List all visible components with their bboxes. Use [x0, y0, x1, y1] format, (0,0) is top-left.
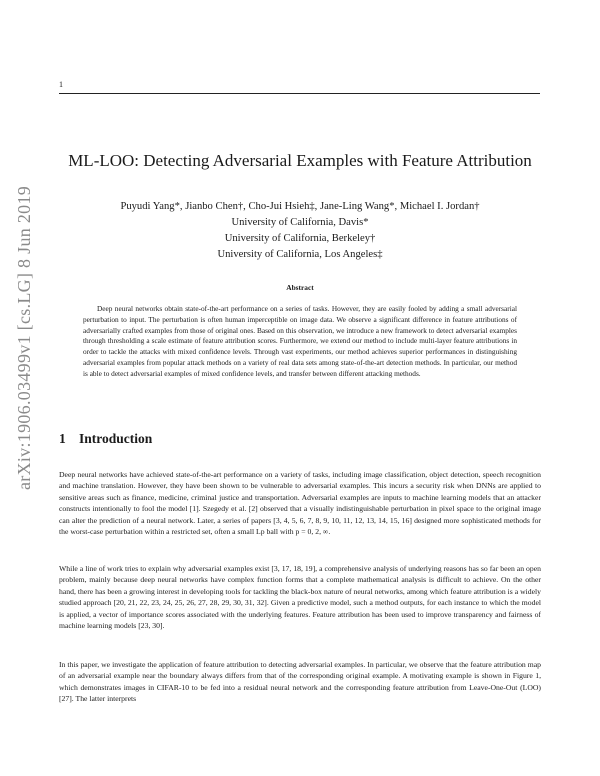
- paper-title: ML-LOO: Detecting Adversarial Examples with Feature Attribution: [68, 151, 532, 170]
- affiliation-davis: University of California, Davis*: [231, 217, 369, 228]
- section-title: Introduction: [79, 431, 153, 446]
- affiliation-ucla: University of California, Los Angeles‡: [217, 249, 383, 260]
- paragraph: [59, 563, 541, 631]
- abstract-body: [83, 304, 517, 380]
- arxiv-stamp: arXiv:1906.03499v1 [cs.LG] 8 Jun 2019: [14, 185, 34, 490]
- abstract-text: Deep neural networks obtain state-of-the-art performance on a series of tasks. However, they are easily fooled by adding a small adversarial perturbation to input. The perturbation is often human imperceptible on image data. We observe a significant difference in feature attributions of adversarially crafted examples from those of original ones. Based on this observation, we introduce a new framework to detect adversarial examples through thresholding a scale estimate of feature attribution scores. Furthermore, we extend our method to include multi-layer feature attributions in order to tackle the attacks with mixed confidence levels. Through vast experiments, our method achieves superior performances in distinguishing adversarial examples from popular attack methods on a variety of real data sets among state-of-the-art detection methods. In particular, our method is able to detect adversarial examples of mixed confidence levels, and transfer between different attacking methods.: [83, 304, 517, 378]
- section-number: 1: [59, 431, 66, 446]
- author-block: [59, 199, 541, 263]
- affiliation-berkeley: University of California, Berkeley†: [224, 233, 376, 244]
- header-rule: [59, 93, 540, 94]
- paragraph-text: While a line of work tries to explain why adversarial examples exist [3, 17, 18, 19], a comprehensive analysis of underlying reasons has so far been an open problem, mainly because deep neural networks have complex function forms that a complete mathematical analysis is difficult to achieve. On the other hand, there has been a growing interest in developing tools for tackling the black-box nature of neural networks, among which feature attribution is a widely studied approach [20, 21, 22, 23, 24, 25, 26, 27, 28, 29, 30, 31, 32]. Given a predictive model, such a method outputs, for each instance to which the model is applied, a vector of importance scores associated with the underlying features. Feature attribution has been used to improve transparency and fairness of machine learning models [23, 30].: [59, 564, 541, 631]
- paragraph: [59, 659, 541, 705]
- paragraph: [59, 469, 541, 537]
- paragraph-text: In this paper, we investigate the application of feature attribution to detecting adversarial examples. In particular, we observe that the feature attribution map of an adversarial example near the boundary always differs from that of the corresponding original example. A motivating example is shown in Figure 1, which demonstrates images in CIFAR-10 to be fed into a residual neural network and the corresponding feature attribution from Leave-One-Out (LOO) [27]. The latter interprets: [59, 660, 541, 704]
- paragraph-text: Deep neural networks have achieved state-of-the-art performance on a variety of tasks, including image classification, object detection, speech recognition and machine translation. However, they have been shown to be vulnerable to adversarial examples. This incurs a security risk when DNNs are applied to sensitive areas such as finance, medicine, criminal justice and transportation. Adversarial examples are inputs to machine learning models that an attacker constructs intentionally to fool the model [1]. Szegedy et al. [2] observed that a visually indistinguishable perturbation in pixel space to the original image can alter the prediction of a neural network. Later, a series of papers [3, 4, 5, 6, 7, 8, 9, 10, 11, 12, 13, 14, 15, 16] designed more sophisticated methods for the worst-case perturbation within a restricted set, often a small Lp ball with p = 0, 2, ∞.: [59, 470, 541, 537]
- author-names: Puyudi Yang*, Jianbo Chen†, Cho-Jui Hsieh‡, Jane-Ling Wang*, Michael I. Jordan†: [120, 201, 480, 212]
- page-number: 1: [59, 80, 63, 89]
- section-heading: [59, 431, 152, 447]
- abstract-heading: Abstract: [286, 283, 314, 292]
